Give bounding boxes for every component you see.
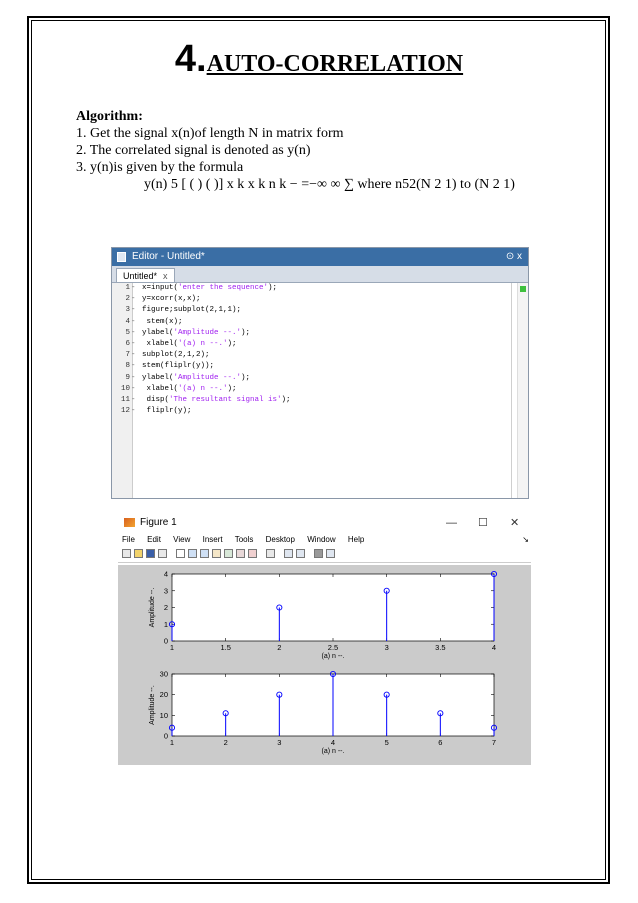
line-number: 7 xyxy=(125,351,130,360)
code-text: xlabel('(a) n --.'); xyxy=(142,339,237,348)
tab-close-icon[interactable]: x xyxy=(163,271,168,281)
matlab-logo-icon xyxy=(124,518,135,527)
menu-file[interactable]: File xyxy=(122,535,135,544)
code-text: stem(fliplr(y)); xyxy=(142,362,215,371)
link-plot-icon[interactable] xyxy=(266,549,275,558)
code-line[interactable] xyxy=(125,294,512,305)
hide-plot-tools-icon[interactable] xyxy=(314,549,323,558)
line-number: 4 xyxy=(125,317,130,326)
code-line[interactable] xyxy=(125,283,512,294)
x-tick-label: 3 xyxy=(384,643,389,652)
code-text: fliplr(y); xyxy=(142,407,192,416)
y-tick-label: 4 xyxy=(163,569,168,579)
string-literal: 'The resultant signal is' xyxy=(169,395,282,404)
line-number: 5 xyxy=(125,328,130,337)
maximize-icon[interactable]: ☐ xyxy=(478,517,488,529)
string-literal: 'Amplitude --.' xyxy=(173,373,242,382)
menu-help[interactable]: Help xyxy=(347,535,365,544)
breakpoint-marker[interactable]: - xyxy=(131,328,136,337)
figure-title: Figure 1 xyxy=(140,517,177,528)
x-tick-label: 1 xyxy=(169,643,175,652)
minimize-icon[interactable]: — xyxy=(446,517,457,529)
x-tick-label: 1.5 xyxy=(220,643,231,652)
line-number: 11 xyxy=(120,395,130,404)
zoom-out-icon[interactable] xyxy=(200,549,209,558)
y-tick-label: 10 xyxy=(159,710,168,720)
breakpoint-marker[interactable]: - xyxy=(131,362,136,371)
menu-tools[interactable]: Tools xyxy=(234,535,254,544)
code-analyzer-indicator xyxy=(520,286,526,292)
code-line[interactable] xyxy=(125,328,512,339)
figure-menubar xyxy=(118,533,531,546)
figure-canvas xyxy=(118,565,531,765)
string-literal: 'enter the sequence' xyxy=(178,284,269,292)
x-tick-label: 2 xyxy=(277,643,282,652)
y-tick-label: 0 xyxy=(163,731,168,741)
zoom-in-icon[interactable] xyxy=(188,549,197,558)
algorithm-step: 2. The correlated signal is denoted as y(n) xyxy=(76,143,311,158)
breakpoint-marker[interactable]: - xyxy=(131,317,136,326)
code-text: ylabel('Amplitude --.'); xyxy=(142,328,251,337)
editor-titlebar xyxy=(112,248,528,266)
x-tick-label: 7 xyxy=(491,738,497,747)
print-icon[interactable] xyxy=(158,549,167,558)
x-axis-label: (a) n --. xyxy=(321,653,345,660)
line-number: 12 xyxy=(120,407,130,416)
figure-window xyxy=(118,513,531,765)
code-line[interactable] xyxy=(125,339,512,350)
line-number: 9 xyxy=(125,373,130,382)
section-number: 4. xyxy=(174,38,207,80)
dock-arrow-icon[interactable]: ↘ xyxy=(522,535,529,544)
y-axis-label: Amplitude --. xyxy=(149,685,156,725)
string-literal: '(a) n --.' xyxy=(178,339,228,348)
edit-plot-icon[interactable] xyxy=(176,549,185,558)
x-tick-label: 2 xyxy=(223,738,228,747)
x-tick-label: 3 xyxy=(277,738,282,747)
x-tick-label: 3.5 xyxy=(435,643,446,652)
section-title: AUTO-CORRELATION xyxy=(206,51,464,77)
tab-untitled[interactable] xyxy=(116,268,175,282)
figure-plot-svg xyxy=(118,565,531,765)
string-literal: '(a) n --.' xyxy=(178,384,228,393)
y-tick-label: 1 xyxy=(163,619,168,629)
close-icon[interactable]: ✕ xyxy=(510,517,520,529)
code-text: figure;subplot(2,1,1); xyxy=(142,306,242,315)
editor-icon xyxy=(117,252,126,262)
line-number: 6 xyxy=(125,339,130,348)
x-axis-label: (a) n --. xyxy=(321,748,345,755)
code-line[interactable] xyxy=(125,305,512,316)
code-text: subplot(2,1,2); xyxy=(142,351,210,360)
y-tick-label: 30 xyxy=(159,669,168,679)
line-number: 8 xyxy=(125,362,130,371)
editor-title: Editor - Untitled* xyxy=(132,251,205,262)
x-tick-label: 4 xyxy=(491,643,497,652)
line-number: 2 xyxy=(125,295,130,304)
open-file-icon[interactable] xyxy=(134,549,143,558)
code-text: stem(x); xyxy=(142,317,183,326)
menu-desktop[interactable]: Desktop xyxy=(265,535,295,544)
breakpoint-marker[interactable]: - xyxy=(131,284,136,292)
code-text: disp('The resultant signal is'); xyxy=(142,395,291,404)
line-number: 1 xyxy=(125,284,130,292)
editor-body[interactable] xyxy=(112,283,528,498)
y-tick-label: 20 xyxy=(159,690,168,700)
editor-window xyxy=(111,247,529,499)
breakpoint-marker[interactable]: - xyxy=(131,384,136,393)
string-literal: 'Amplitude --.' xyxy=(173,328,242,337)
editor-scrollbar[interactable] xyxy=(517,283,528,498)
algorithm-formula: y(n) 5 [ ( ) ( )] x k x k n k − =−∞ ∞ ∑ where n52(N 2 1) to (N 2 1) xyxy=(144,177,515,192)
algorithm-heading: Algorithm: xyxy=(76,109,143,124)
code-text: y=xcorr(x,x); xyxy=(142,295,201,304)
save-icon[interactable] xyxy=(146,549,155,558)
breakpoint-marker[interactable]: - xyxy=(131,295,136,304)
code-line[interactable] xyxy=(120,384,512,395)
x-tick-label: 2.5 xyxy=(327,643,339,652)
code-line[interactable] xyxy=(125,317,512,328)
y-axis-label: Amplitude --. xyxy=(149,587,156,628)
code-line[interactable] xyxy=(120,406,512,417)
tab-label: Untitled* xyxy=(123,271,158,281)
right-margin-line xyxy=(511,283,512,498)
breakpoint-marker[interactable]: - xyxy=(131,407,136,416)
insert-legend-icon[interactable] xyxy=(296,549,305,558)
rotate-icon[interactable] xyxy=(224,549,233,558)
breakpoint-marker[interactable]: - xyxy=(131,373,136,382)
y-tick-label: 2 xyxy=(163,603,168,612)
code-text: ylabel('Amplitude --.'); xyxy=(142,373,251,382)
x-tick-label: 6 xyxy=(438,738,443,747)
line-number: 10 xyxy=(120,384,130,393)
line-number: 3 xyxy=(125,306,130,315)
algorithm-step: 1. Get the signal x(n)of length N in matrix form xyxy=(76,126,344,141)
editor-tabbar xyxy=(112,266,528,283)
breakpoint-marker[interactable]: - xyxy=(131,395,136,404)
pan-icon[interactable] xyxy=(212,549,221,558)
show-plot-tools-icon[interactable] xyxy=(326,549,335,558)
algorithm-section xyxy=(76,108,515,193)
menu-edit[interactable]: Edit xyxy=(147,535,161,544)
x-tick-label: 1 xyxy=(169,738,175,747)
code-area[interactable] xyxy=(120,283,512,498)
page-title xyxy=(0,38,638,81)
breakpoint-marker[interactable]: - xyxy=(131,339,136,348)
brush-icon[interactable] xyxy=(248,549,257,558)
insert-colorbar-icon[interactable] xyxy=(284,549,293,558)
algorithm-step: 3. y(n)is given by the formula xyxy=(76,160,244,175)
code-text: xlabel('(a) n --.'); xyxy=(142,384,237,393)
y-tick-label: 0 xyxy=(163,636,168,646)
y-tick-label: 3 xyxy=(163,586,168,596)
code-line[interactable] xyxy=(125,350,512,361)
code-line[interactable] xyxy=(120,395,512,406)
menu-insert[interactable]: Insert xyxy=(202,535,223,544)
new-figure-icon[interactable] xyxy=(122,549,131,558)
data-cursor-icon[interactable] xyxy=(236,549,245,558)
figure-titlebar xyxy=(118,513,531,533)
breakpoint-marker[interactable]: - xyxy=(131,351,136,360)
x-tick-label: 5 xyxy=(384,738,389,747)
code-line[interactable] xyxy=(125,373,512,384)
x-tick-label: 4 xyxy=(330,738,336,747)
plot-axes-box xyxy=(172,574,494,641)
menu-window[interactable]: Window xyxy=(307,535,336,544)
editor-window-controls[interactable]: ⊙ x xyxy=(505,251,522,262)
code-line[interactable] xyxy=(125,361,512,372)
menu-view[interactable]: View xyxy=(173,535,191,544)
code-text: x=input('enter the sequence'); xyxy=(142,284,278,292)
figure-toolbar xyxy=(118,546,531,563)
breakpoint-marker[interactable]: - xyxy=(131,306,136,315)
